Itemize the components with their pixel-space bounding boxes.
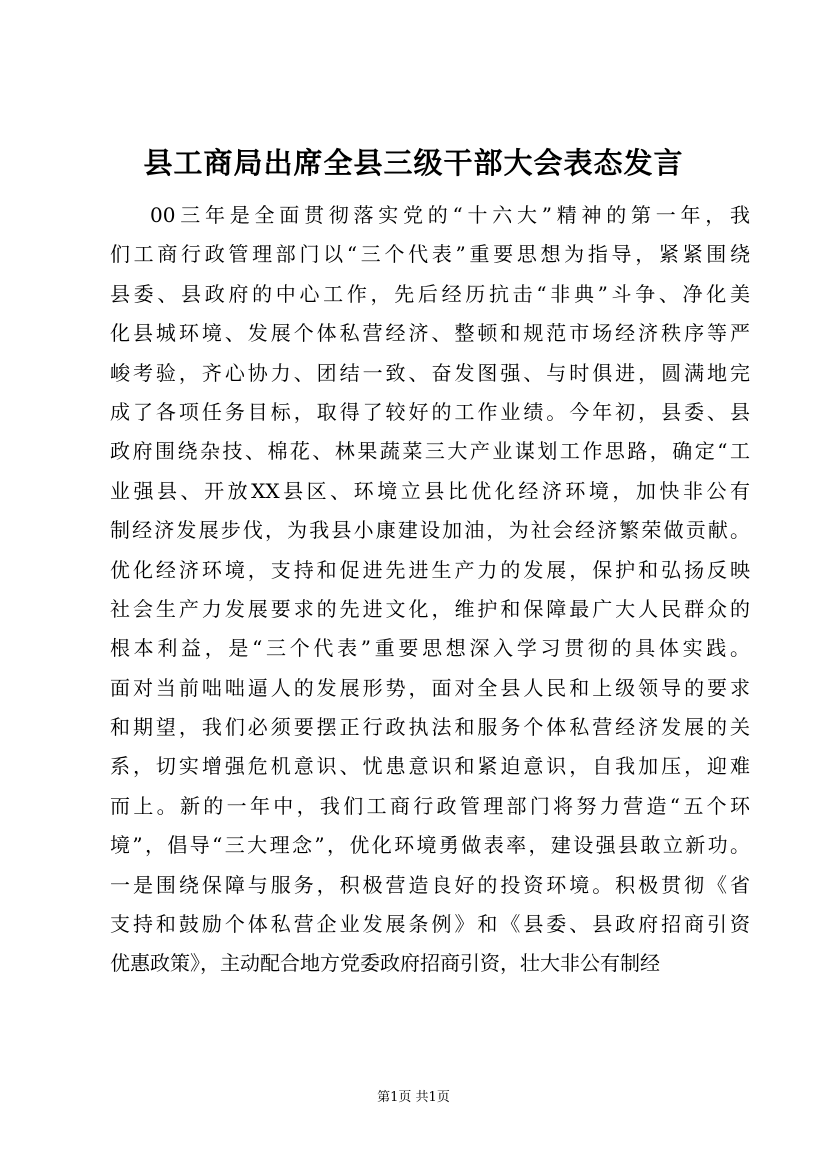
body-line: 面对当前咄咄逼人的发展形势，面对全县人民和上级领导的要求 [110, 675, 750, 700]
page-number: 第1页 共1页 [377, 1090, 450, 1105]
body-line: 一是围绕保障与服务，积极营造良好的投资环境。积极贯彻《省 [110, 872, 750, 897]
body-line: 00三年是全面贯彻落实党的“十六大”精神的第一年，我 [150, 203, 750, 227]
body-line: 政府围绕杂技、棉花、林果蔬菜三大产业谋划工作思路，确定“工 [110, 439, 750, 464]
body-line: 们工商行政管理部门以“三个代表”重要思想为指导，紧紧围绕 [110, 242, 750, 267]
document-body [110, 196, 750, 984]
body-line: 和期望，我们必须要摆正行政执法和服务个体私营经济发展的关 [110, 715, 750, 740]
body-line: 成了各项任务目标，取得了较好的工作业绩。今年初，县委、县 [110, 399, 750, 424]
body-line: 系，切实增强危机意识、忧患意识和紧迫意识，自我加压，迎难 [110, 754, 750, 779]
body-line: 支持和鼓励个体私营企业发展条例》和《县委、县政府招商引资 [110, 912, 750, 937]
body-line: 峻考验，齐心协力、团结一致、奋发图强、与时俱进，圆满地完 [110, 360, 750, 385]
body-line: 县委、县政府的中心工作，先后经历抗击“非典”斗争、净化美 [110, 281, 750, 306]
body-line: 业强县、开放XX县区、环境立县比优化经济环境，加快非公有 [110, 478, 750, 503]
body-line: 化县城环境、发展个体私营经济、整顿和规范市场经济秩序等严 [110, 321, 750, 346]
body-line: 根本利益，是“三个代表”重要思想深入学习贯彻的具体实践。 [110, 636, 750, 661]
body-line: 优化经济环境，支持和促进先进生产力的发展，保护和弘扬反映 [110, 557, 750, 582]
body-line: 社会生产力发展要求的先进文化，维护和保障最广大人民群众的 [110, 596, 750, 621]
body-line: 优惠政策》，主动配合地方党委政府招商引资，壮大非公有制经 [110, 951, 660, 976]
body-line: 制经济发展步伐，为我县小康建设加油，为社会经济繁荣做贡献。 [110, 518, 750, 543]
document-title: 县工商局出席全县三级干部大会表态发言 [143, 146, 684, 180]
body-line: 境”，倡导“三大理念”，优化环境勇做表率，建设强县敢立新功。 [110, 833, 750, 858]
body-line: 而上。新的一年中，我们工商行政管理部门将努力营造“五个环 [110, 793, 750, 818]
